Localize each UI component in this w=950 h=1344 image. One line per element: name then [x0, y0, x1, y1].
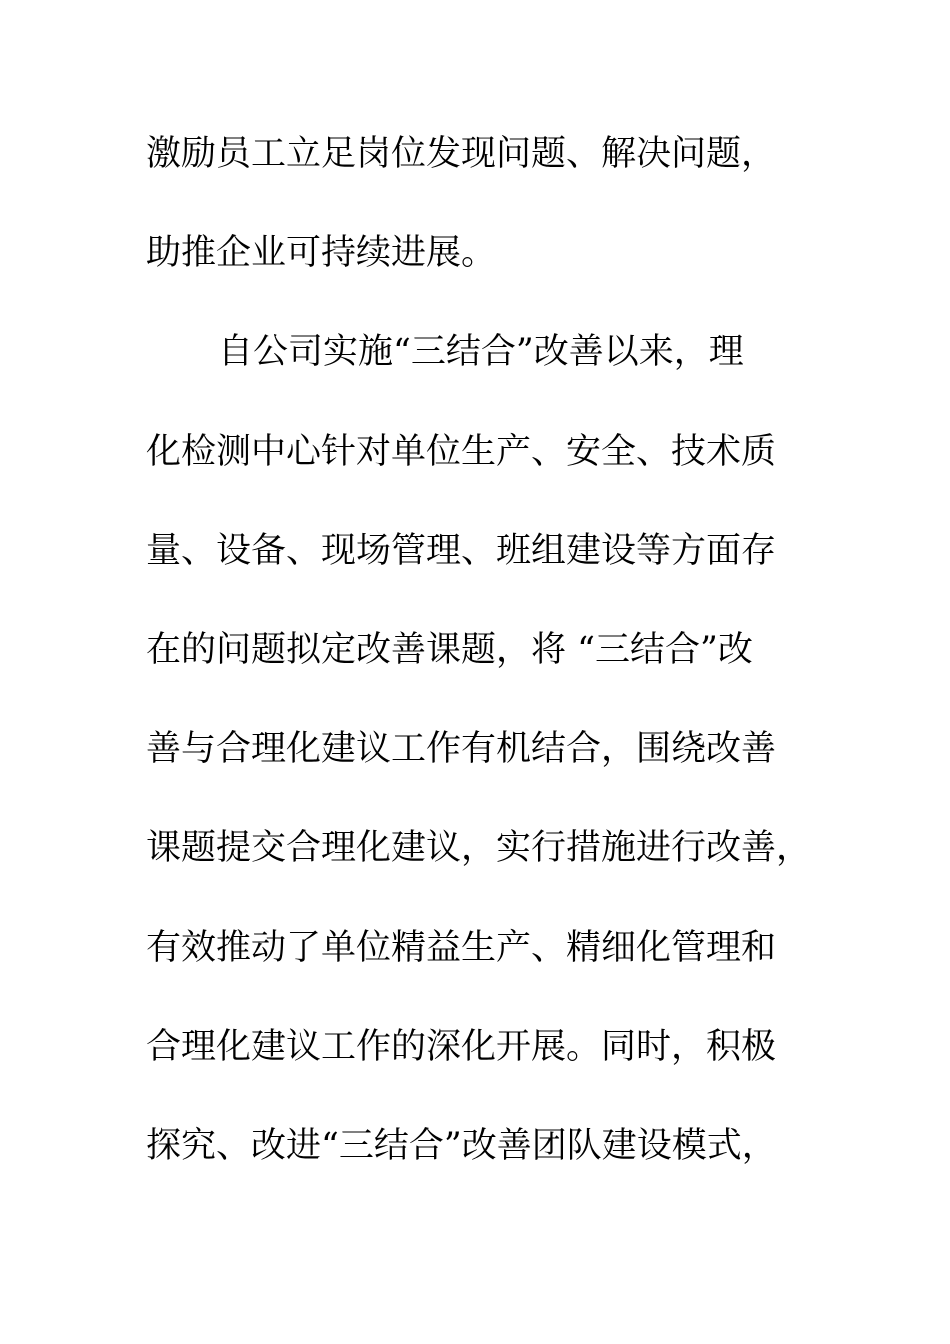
text-line: 在的问题拟定改善课题，将 “三结合”改: [146, 629, 753, 670]
body-text: [146, 124, 812, 1215]
text-line: 激励员工立足岗位发现问题、解决问题，: [146, 134, 777, 174]
text-line: 助推企业可持续进展。: [146, 233, 497, 274]
text-line: 探究、改进“三结合”改善团队建设模式，: [146, 1125, 777, 1166]
paragraph-first-line: 自公司实施“三结合”改善以来，理: [218, 332, 744, 373]
text-line: 量、设备、现场管理、班组建设等方面存: [146, 530, 777, 571]
text-line: 有效推动了单位精益生产、精细化管理和: [146, 927, 777, 968]
text-line: 化检测中心针对单位生产、安全、技术质: [146, 431, 777, 472]
text-line: 合理化建议工作的深化开展。同时，积极: [146, 1026, 777, 1067]
text-line: 课题提交合理化建议，实行措施进行改善，: [146, 828, 812, 869]
text-line: 善与合理化建议工作有机结合，围绕改善: [146, 729, 777, 770]
